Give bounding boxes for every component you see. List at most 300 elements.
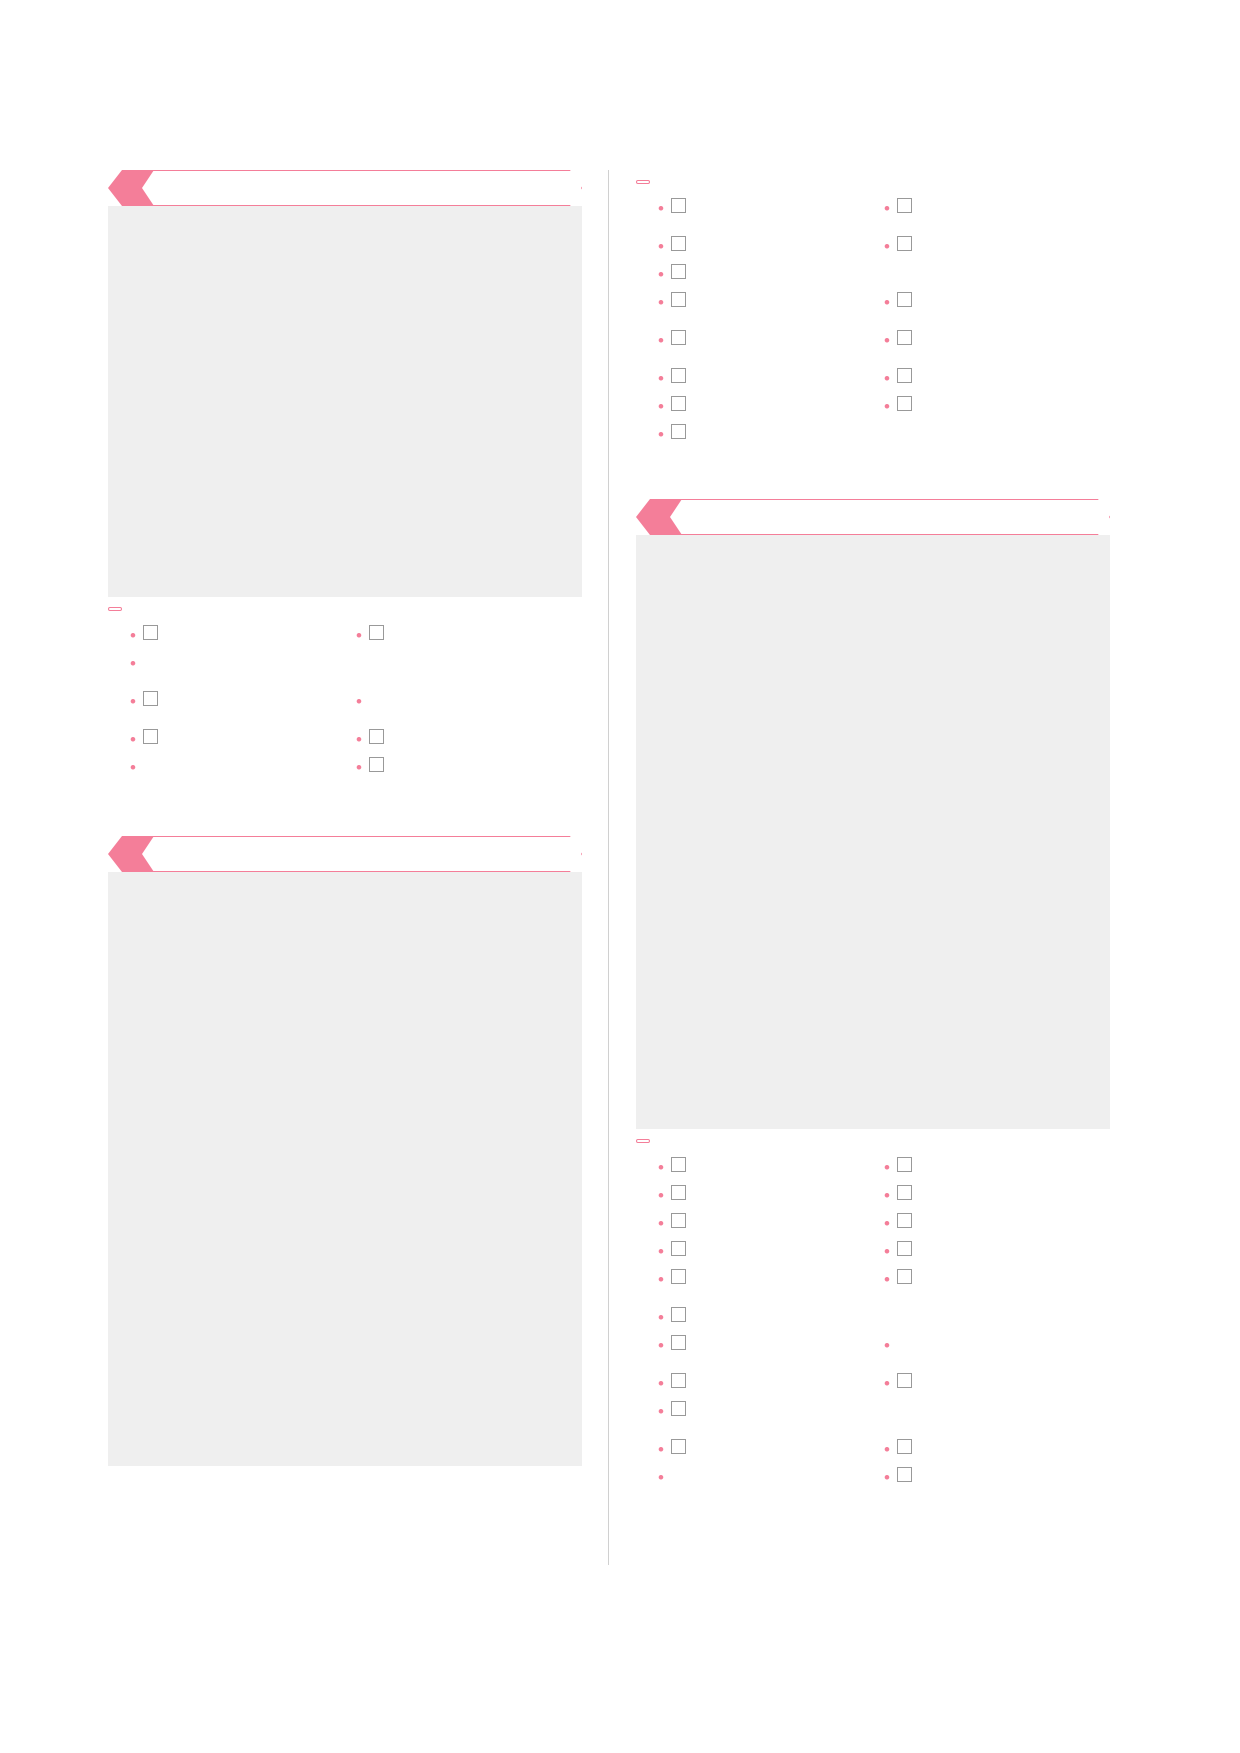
vocab-item (884, 1266, 1110, 1294)
answer-number (648, 599, 672, 628)
vocab-group (636, 1436, 1110, 1492)
answer-item (320, 1023, 420, 1052)
vocab-letter (636, 327, 658, 355)
answer-row (648, 1063, 1102, 1092)
answer-item (220, 936, 320, 965)
answer-number (320, 936, 344, 965)
part-of-speech-badge (369, 729, 384, 744)
answer-item (120, 1313, 574, 1342)
answer-item (120, 1284, 574, 1313)
answer-number (320, 1052, 344, 1081)
answer-item (648, 1034, 1102, 1063)
bullet-icon: • (884, 1186, 890, 1205)
answer-item (648, 773, 1102, 802)
answer-number (948, 570, 972, 599)
bullet-icon: • (884, 1242, 890, 1261)
part-of-speech-badge (671, 1185, 686, 1200)
answer-number (257, 328, 281, 357)
vocab-item (658, 421, 884, 449)
answer-number (648, 715, 672, 744)
answer-row (120, 328, 574, 357)
answer-row (120, 1429, 574, 1458)
bullet-icon: • (884, 1270, 890, 1289)
answer-row (120, 1168, 574, 1197)
section-letter (120, 1255, 574, 1284)
answer-item (785, 715, 922, 744)
bullet-icon: • (356, 730, 362, 749)
part-of-speech-badge (143, 691, 158, 706)
answer-row (120, 1342, 574, 1371)
answer-item (948, 570, 1048, 599)
answer-number (120, 328, 144, 357)
section-letter (120, 299, 574, 328)
vocab-item (658, 1398, 884, 1426)
answer-row (648, 976, 1102, 1005)
bullet-icon: • (130, 654, 136, 673)
answer-item (420, 907, 520, 936)
answer-number (257, 415, 281, 444)
vocab-items (658, 327, 1110, 355)
answer-number (648, 628, 672, 657)
section-letter (648, 947, 1102, 976)
vocab-item (884, 1332, 1110, 1360)
section-letter (120, 473, 574, 502)
vocab-item (884, 261, 1110, 289)
vocab-item (884, 1436, 1110, 1464)
answer-number (120, 1400, 144, 1429)
vocab-items (130, 688, 582, 716)
vocab-letter (636, 195, 658, 223)
answer-row (648, 860, 1102, 889)
section-letter (648, 744, 1102, 773)
bullet-icon: • (884, 1336, 890, 1355)
answer-number (394, 328, 418, 357)
bullet-icon: • (130, 730, 136, 749)
answer-item (648, 918, 1102, 947)
part-of-speech-badge (671, 1373, 686, 1388)
answer-number (748, 628, 772, 657)
answer-item (120, 357, 257, 386)
part-of-speech-badge (897, 1213, 912, 1228)
vocab-item (658, 365, 884, 393)
vocab-item (658, 327, 884, 355)
vocab-item (884, 1154, 1110, 1182)
part-of-speech-badge (897, 1157, 912, 1172)
answer-item (120, 328, 257, 357)
answer-item (320, 907, 420, 936)
answer-number (948, 628, 972, 657)
part-of-speech-badge (671, 1401, 686, 1416)
bullet-icon: • (658, 1214, 664, 1233)
vocab-badge (108, 607, 122, 611)
answer-row (120, 965, 574, 994)
answer-row (120, 1371, 574, 1400)
answer-number (648, 976, 672, 1005)
vocab-item (884, 195, 1110, 223)
bullet-icon: • (130, 692, 136, 711)
answer-item (420, 1023, 520, 1052)
answer-item (648, 686, 785, 715)
vocab-item (658, 233, 884, 261)
answer-item (120, 1400, 574, 1429)
answer-number (120, 1342, 144, 1371)
answer-number (320, 907, 344, 936)
bullet-icon: • (658, 237, 664, 256)
part-of-speech-badge (897, 330, 912, 345)
answer-item (257, 444, 394, 473)
answer-item (220, 965, 320, 994)
part-of-speech-badge (671, 368, 686, 383)
vocab-item (884, 393, 1110, 421)
answer-number (320, 502, 344, 531)
answer-item (648, 976, 1102, 1005)
answer-item (220, 1052, 320, 1081)
vocab-items (130, 726, 582, 782)
vocab-item (356, 622, 582, 650)
chapter-title-bar (672, 499, 1110, 535)
vocab-letter (636, 1304, 658, 1360)
bullet-icon: • (658, 1186, 664, 1205)
part-of-speech-badge (369, 625, 384, 640)
vocab-item (130, 650, 356, 678)
part-of-speech-badge (671, 236, 686, 251)
answer-row (648, 1005, 1102, 1034)
part-of-speech-badge (671, 1335, 686, 1350)
answer-number (120, 444, 144, 473)
answer-number (420, 907, 444, 936)
section-letter (648, 657, 1102, 686)
answer-item (748, 599, 848, 628)
bullet-icon: • (658, 1468, 664, 1487)
answer-item (648, 1063, 1102, 1092)
answer-item (120, 1342, 574, 1371)
part-of-speech-badge (143, 729, 158, 744)
answer-number (648, 860, 672, 889)
chapter-12-vocab (636, 1129, 1110, 1492)
answer-number (120, 1052, 144, 1081)
part-of-speech-badge (897, 396, 912, 411)
vocab-letter (636, 1436, 658, 1492)
answer-item (120, 1226, 574, 1255)
answer-number (848, 599, 872, 628)
vocab-item (884, 289, 1110, 317)
vocab-group (636, 365, 1110, 449)
vocab-item (658, 1182, 884, 1210)
answer-item (848, 570, 948, 599)
vocab-group (108, 622, 582, 678)
vocab-item (658, 1210, 884, 1238)
part-of-speech-badge (671, 1307, 686, 1322)
answer-row (120, 1023, 574, 1052)
vocab-item (130, 754, 356, 782)
answer-row (120, 907, 574, 936)
bullet-icon: • (884, 199, 890, 218)
answer-row (120, 1400, 574, 1429)
section-letter (120, 212, 574, 241)
vocab-letter (636, 233, 658, 317)
answer-row (120, 560, 574, 589)
vocab-item (658, 1154, 884, 1182)
answer-number (320, 241, 344, 270)
answer-row (120, 1284, 574, 1313)
answer-item (120, 531, 320, 560)
part-of-speech-badge (671, 1157, 686, 1172)
answer-number (120, 560, 144, 589)
answer-number (648, 831, 672, 860)
answer-row (120, 241, 574, 270)
answer-item (648, 802, 1102, 831)
vocab-item (130, 726, 356, 754)
answer-number (320, 1023, 344, 1052)
vocab-group (636, 195, 1110, 223)
bullet-icon: • (658, 1270, 664, 1289)
answer-item (420, 1052, 520, 1081)
answer-row (120, 1313, 574, 1342)
vocab-item (658, 1436, 884, 1464)
answer-item (120, 1110, 574, 1139)
bullet-icon: • (658, 331, 664, 350)
vocab-letter (108, 622, 130, 678)
answer-row (648, 831, 1102, 860)
vocab-item (658, 261, 884, 289)
answer-item (120, 1168, 574, 1197)
bullet-icon: • (884, 397, 890, 416)
bullet-icon: • (356, 758, 362, 777)
bullet-icon: • (884, 369, 890, 388)
answer-item (257, 328, 394, 357)
vocab-group (636, 1154, 1110, 1294)
answer-number (648, 802, 672, 831)
answer-item (120, 444, 257, 473)
bullet-icon: • (658, 1402, 664, 1421)
part-of-speech-badge (671, 198, 686, 213)
answer-row (120, 444, 574, 473)
answer-row (120, 270, 574, 299)
chapter-title-bar (144, 170, 582, 206)
vocab-item (658, 1332, 884, 1360)
answer-number (120, 502, 144, 531)
section-letter (120, 994, 574, 1023)
section-letter (648, 541, 1102, 570)
bullet-icon: • (658, 293, 664, 312)
answer-row (648, 1092, 1102, 1121)
answer-item (320, 241, 420, 270)
vocab-item (884, 327, 1110, 355)
answer-number (848, 570, 872, 599)
answer-item (648, 570, 748, 599)
answer-item (648, 889, 1102, 918)
answer-number (648, 686, 672, 715)
answer-item (220, 241, 320, 270)
answer-item (748, 628, 848, 657)
section-letter (120, 386, 574, 415)
vocab-group (108, 726, 582, 782)
chapter-11-section (108, 836, 582, 1466)
bullet-icon: • (884, 1468, 890, 1487)
answer-box (108, 872, 582, 1466)
answer-number (120, 936, 144, 965)
chapter-banner (108, 170, 582, 206)
vocab-item (658, 1266, 884, 1294)
answer-number (785, 715, 809, 744)
bullet-icon: • (884, 1440, 890, 1459)
answer-item (120, 1023, 220, 1052)
chapter-banner (108, 836, 582, 872)
bullet-icon: • (884, 1158, 890, 1177)
answer-number (648, 1092, 672, 1121)
vocab-letter (636, 1370, 658, 1426)
answer-row (120, 502, 574, 531)
answer-row (120, 1139, 574, 1168)
vocab-item (658, 1464, 884, 1492)
vocab-item (884, 1238, 1110, 1266)
answer-row (648, 889, 1102, 918)
vocab-group (108, 688, 582, 716)
vocab-letter (636, 1154, 658, 1294)
vocab-group (636, 1304, 1110, 1360)
vocab-item (884, 1182, 1110, 1210)
chapter-banner (636, 499, 1110, 535)
answer-item (120, 1052, 220, 1081)
answer-number (922, 686, 946, 715)
bullet-icon: • (658, 1308, 664, 1327)
answer-item (120, 1429, 574, 1458)
answer-number (120, 531, 144, 560)
vocab-items (658, 1154, 1110, 1294)
section-letter (120, 1081, 574, 1110)
bullet-icon: • (884, 293, 890, 312)
column-divider (608, 170, 609, 1565)
answer-number (120, 357, 144, 386)
answer-item (848, 628, 948, 657)
answer-number (220, 1023, 244, 1052)
answer-item (948, 628, 1048, 657)
answer-number (648, 570, 672, 599)
bullet-icon: • (658, 199, 664, 218)
answer-item (922, 686, 1059, 715)
answer-number (648, 1063, 672, 1092)
answer-number (848, 628, 872, 657)
answer-row (120, 1197, 574, 1226)
bullet-icon: • (884, 1374, 890, 1393)
chapter-10-section (108, 170, 582, 597)
section-letter (120, 878, 574, 907)
answer-item (648, 628, 748, 657)
answer-item (220, 270, 320, 299)
answer-number (648, 889, 672, 918)
answer-number (120, 1110, 144, 1139)
bullet-icon: • (658, 397, 664, 416)
answer-row (648, 686, 1102, 715)
answer-item (394, 415, 531, 444)
answer-number (120, 1371, 144, 1400)
answer-item (748, 570, 848, 599)
part-of-speech-badge (897, 1185, 912, 1200)
part-of-speech-badge (369, 757, 384, 772)
answer-row (120, 415, 574, 444)
answer-item (648, 1092, 1102, 1121)
answer-number (120, 1429, 144, 1458)
answer-item (420, 270, 520, 299)
answer-row (648, 918, 1102, 947)
answer-number (220, 907, 244, 936)
answer-item (320, 502, 520, 531)
answer-number (257, 357, 281, 386)
answer-item (120, 560, 320, 589)
answer-number (220, 241, 244, 270)
answer-number (120, 1284, 144, 1313)
part-of-speech-badge (671, 396, 686, 411)
answer-number (120, 1197, 144, 1226)
part-of-speech-badge (671, 424, 686, 439)
answer-number (120, 270, 144, 299)
answer-number (648, 1005, 672, 1034)
chapter-11-vocab (636, 170, 1110, 449)
bullet-icon: • (356, 626, 362, 645)
part-of-speech-badge (671, 330, 686, 345)
part-of-speech-badge (897, 1467, 912, 1482)
answer-row (648, 1034, 1102, 1063)
vocab-badge (636, 180, 650, 184)
vocab-badge (636, 1139, 650, 1143)
part-of-speech-badge (897, 368, 912, 383)
answer-number (785, 686, 809, 715)
vocab-item (130, 688, 356, 716)
answer-number (120, 241, 144, 270)
answer-item (420, 241, 520, 270)
part-of-speech-badge (897, 292, 912, 307)
answer-number (648, 918, 672, 947)
vocab-items (658, 1370, 1110, 1426)
answer-number (420, 241, 444, 270)
answer-number (320, 531, 344, 560)
vocab-item (884, 365, 1110, 393)
bullet-icon: • (658, 1158, 664, 1177)
answer-item (785, 686, 922, 715)
bullet-icon: • (884, 237, 890, 256)
answer-number (320, 270, 344, 299)
answer-item (320, 270, 420, 299)
answer-number (120, 1313, 144, 1342)
answer-item (120, 1139, 574, 1168)
chapter-10-vocab (108, 597, 582, 782)
answer-item (120, 1371, 574, 1400)
part-of-speech-badge (671, 1213, 686, 1228)
vocab-item (884, 233, 1110, 261)
answer-item (648, 860, 1102, 889)
answer-item (120, 502, 320, 531)
answer-item (648, 1005, 1102, 1034)
vocab-items (658, 195, 1110, 223)
answer-number (220, 965, 244, 994)
answer-number (420, 936, 444, 965)
answer-row (120, 531, 574, 560)
vocab-item (884, 1210, 1110, 1238)
bullet-icon: • (658, 1242, 664, 1261)
answer-item (120, 907, 220, 936)
vocab-letter (108, 688, 130, 716)
answer-number (948, 599, 972, 628)
vocab-items (130, 622, 582, 678)
part-of-speech-badge (671, 1241, 686, 1256)
answer-row (120, 357, 574, 386)
answer-item (257, 415, 394, 444)
chapter-title-bar (144, 836, 582, 872)
bullet-icon: • (356, 692, 362, 711)
vocab-item (884, 1370, 1110, 1398)
vocab-letter (108, 726, 130, 782)
part-of-speech-badge (897, 1439, 912, 1454)
